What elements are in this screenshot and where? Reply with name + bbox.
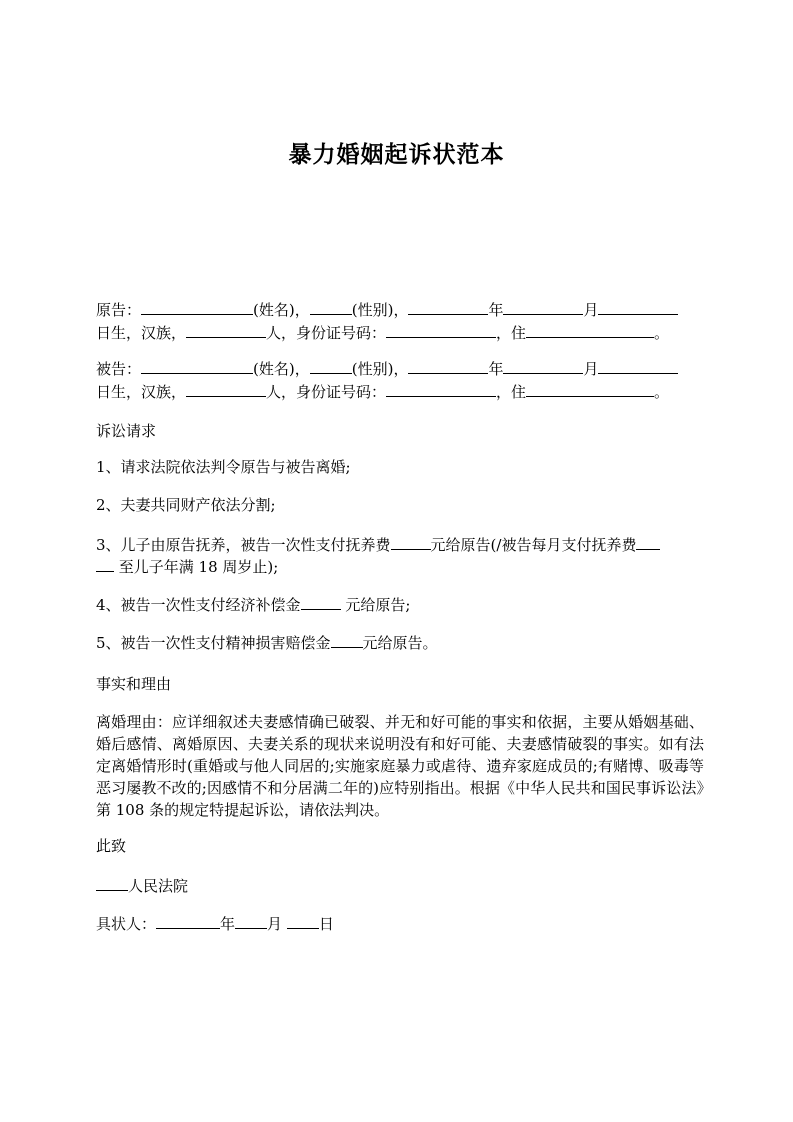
claims-heading: 诉讼请求 bbox=[96, 422, 157, 440]
defendant-name-blank[interactable] bbox=[141, 357, 253, 374]
plaintiff-line-2 bbox=[96, 321, 669, 344]
month-label: 月 bbox=[583, 301, 599, 319]
compensation-blank[interactable] bbox=[301, 593, 341, 610]
plaintiff-id-blank[interactable] bbox=[386, 321, 496, 338]
claim-item-3-cont bbox=[96, 555, 278, 578]
signature-line bbox=[96, 912, 334, 935]
address-label: ，住 bbox=[496, 383, 527, 401]
claim-item-4-text-a: 4、被告一次性支付经济补偿金 bbox=[96, 596, 301, 614]
defendant-line-1 bbox=[96, 357, 678, 380]
lump-support-blank[interactable] bbox=[391, 533, 431, 550]
day-label: 日 bbox=[318, 915, 334, 933]
claim-item-3-text-c: 至儿子年满 18 周岁止); bbox=[114, 558, 279, 576]
defendant-label: 被告： bbox=[96, 360, 142, 378]
defendant-id-blank[interactable] bbox=[386, 380, 496, 397]
defendant-hometown-blank[interactable] bbox=[186, 380, 266, 397]
claim-item-3-text-a: 3、儿子由原告抚养，被告一次性支付抚养费 bbox=[96, 536, 391, 554]
line-end: 。 bbox=[654, 324, 670, 342]
gender-suffix: (性别)， bbox=[351, 301, 409, 319]
defendant-gender-blank[interactable] bbox=[310, 357, 352, 374]
year-label: 年 bbox=[220, 915, 236, 933]
id-label: 人，身份证号码： bbox=[266, 324, 387, 342]
court-name-blank[interactable] bbox=[96, 874, 128, 891]
document-title: 暴力婚姻起诉状范本 bbox=[288, 142, 505, 168]
gender-suffix: (性别)， bbox=[351, 360, 409, 378]
facts-body: 离婚理由：应详细叙述夫妻感情确已破裂、并无和好可能的事实和依据，主要从婚姻基础、婚后感情、离婚原因、夫妻关系的现状来说明没有和好可能、夫妻感情破裂的事实。如有法定离婚情形时(重婚或与他人同居的;实施家庭暴力或虐待、遗弃家庭成员的;有赌博、吸毒等恶习屡教不改的;因感情不和分居满二年的)应特别指出。根据《中华人民共和国民事诉讼法》第 108 条的规定特提起诉讼，请依法判决。 bbox=[96, 713, 704, 819]
court-suffix: 人民法院 bbox=[128, 877, 189, 895]
claim-item-4 bbox=[96, 593, 410, 616]
court-line bbox=[96, 874, 188, 897]
claim-item-5-text-b: 元给原告。 bbox=[362, 634, 438, 652]
id-label: 人，身份证号码： bbox=[266, 383, 387, 401]
sign-month-blank[interactable] bbox=[235, 912, 267, 929]
claim-item-4-text-b: 元给原告; bbox=[340, 596, 411, 614]
facts-heading: 事实和理由 bbox=[96, 675, 172, 693]
monthly-support-blank[interactable] bbox=[636, 533, 660, 550]
defendant-birth-day-blank[interactable] bbox=[598, 357, 678, 374]
plaintiff-birth-month-blank[interactable] bbox=[503, 298, 583, 315]
plaintiff-name-blank[interactable] bbox=[141, 298, 253, 315]
claim-item-1: 1、请求法院依法判令原告与被告离婚; bbox=[96, 458, 351, 476]
line-end: 。 bbox=[654, 383, 670, 401]
sign-year-blank[interactable] bbox=[156, 912, 220, 929]
address-label: ，住 bbox=[496, 324, 527, 342]
plaintiff-hometown-blank[interactable] bbox=[186, 321, 266, 338]
month-label: 月 bbox=[267, 915, 283, 933]
month-label: 月 bbox=[583, 360, 599, 378]
damages-blank[interactable] bbox=[331, 631, 363, 648]
defendant-birth-month-blank[interactable] bbox=[503, 357, 583, 374]
born-label: 日生，汉族， bbox=[96, 383, 187, 401]
claim-item-3-text-b: 元给原告(/被告每月支付抚养费 bbox=[430, 536, 637, 554]
claim-item-2: 2、夫妻共同财产依法分割; bbox=[96, 496, 276, 514]
salutation: 此致 bbox=[96, 837, 127, 855]
year-label: 年 bbox=[488, 301, 504, 319]
name-suffix: (姓名)， bbox=[253, 301, 310, 319]
defendant-address-blank[interactable] bbox=[526, 380, 654, 397]
name-suffix: (姓名)， bbox=[253, 360, 310, 378]
plaintiff-birth-year-blank[interactable] bbox=[408, 298, 488, 315]
year-label: 年 bbox=[488, 360, 504, 378]
plaintiff-label: 原告： bbox=[96, 301, 142, 319]
claim-item-5-text-a: 5、被告一次性支付精神损害赔偿金 bbox=[96, 634, 331, 652]
sign-day-blank[interactable] bbox=[287, 912, 319, 929]
claim-item-5 bbox=[96, 631, 438, 654]
plaintiff-birth-day-blank[interactable] bbox=[598, 298, 678, 315]
defendant-birth-year-blank[interactable] bbox=[408, 357, 488, 374]
signer-label: 具状人： bbox=[96, 915, 157, 933]
claim-item-3 bbox=[96, 533, 660, 556]
plaintiff-address-blank[interactable] bbox=[526, 321, 654, 338]
plaintiff-gender-blank[interactable] bbox=[310, 298, 352, 315]
monthly-support-blank-cont[interactable] bbox=[96, 555, 114, 572]
born-label: 日生，汉族， bbox=[96, 324, 187, 342]
defendant-line-2 bbox=[96, 380, 669, 403]
plaintiff-line-1 bbox=[96, 298, 678, 321]
